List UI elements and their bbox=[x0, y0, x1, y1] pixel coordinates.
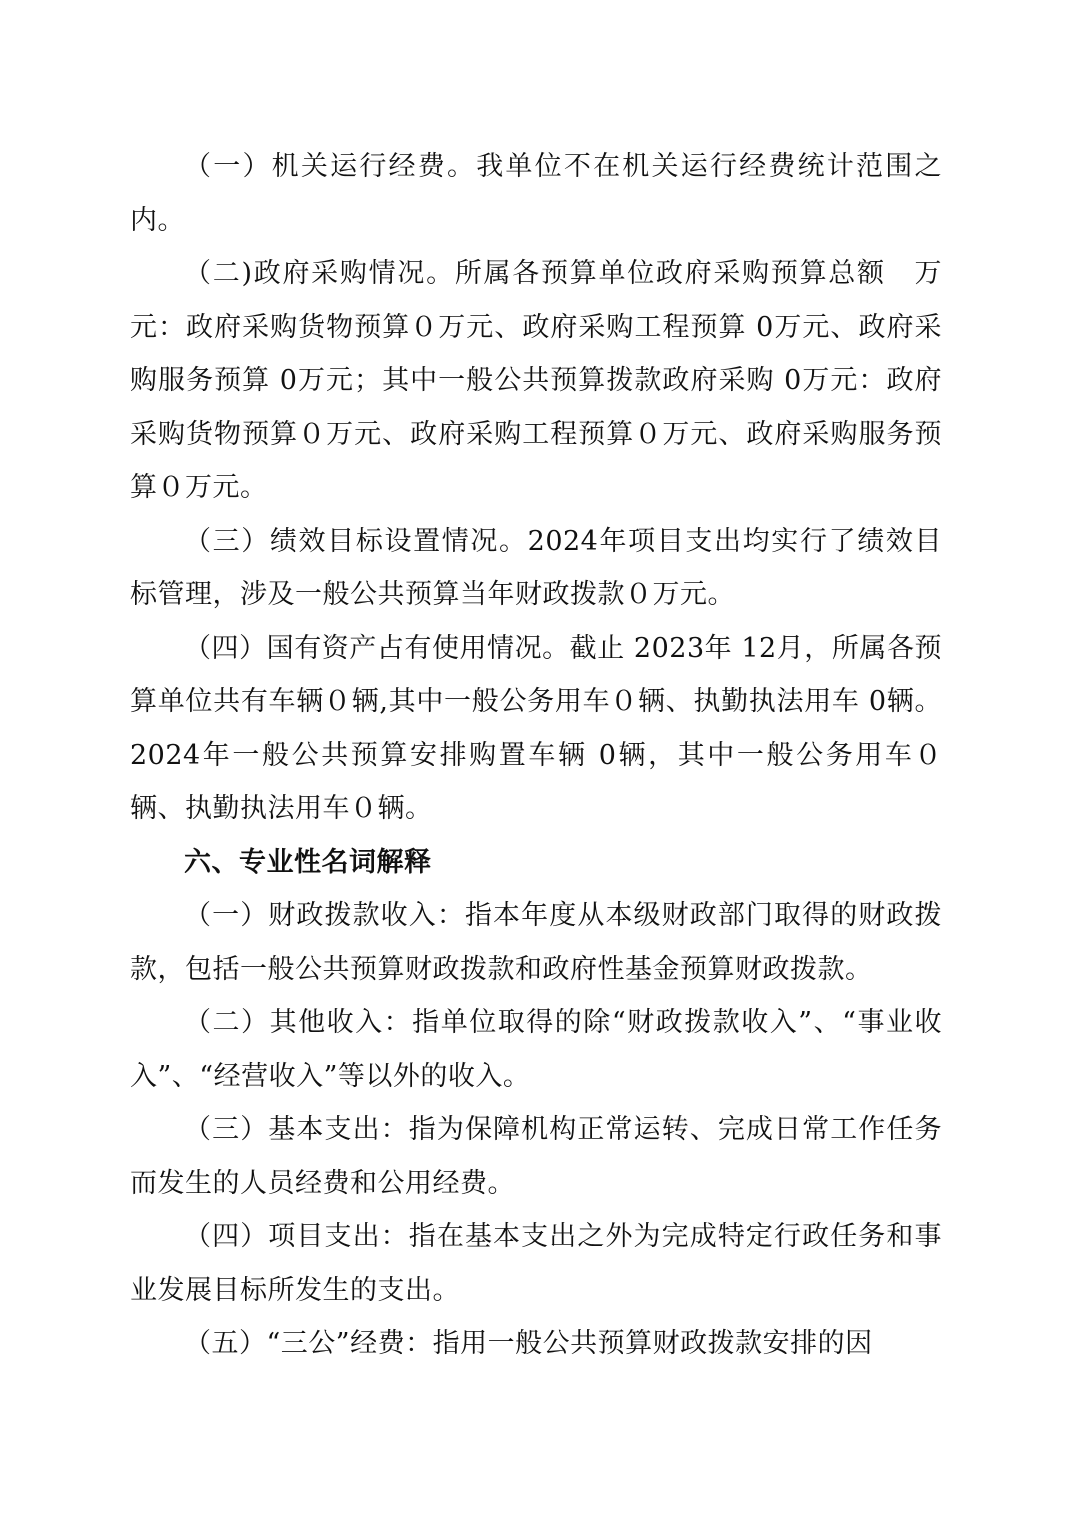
paragraph-three-public-expenses: （五）“三公”经费：指用一般公共预算财政拨款安排的因 bbox=[184, 1328, 873, 1359]
paragraph-performance-targets: （三）绩效目标设置情况。2024年项目支出均实行了绩效目标管理，涉及一般公共预算当年财政拨款０万元。 bbox=[130, 525, 942, 610]
paragraph-office-operating-expenses: （一）机关运行经费。我单位不在机关运行经费统计范围之内。 bbox=[130, 151, 942, 236]
paragraph-project-expenditure: （四）项目支出：指在基本支出之外为完成特定行政任务和事业发展目标所发生的支出。 bbox=[130, 1221, 942, 1306]
paragraph-fiscal-appropriation-income: （一）财政拨款收入：指本年度从本级财政部门取得的财政拨款，包括一般公共预算财政拨款和政府性基金预算财政拨款。 bbox=[130, 900, 942, 985]
document-page bbox=[130, 140, 942, 1371]
paragraph-state-assets: （四）国有资产占有使用情况。截止 2023年 12月，所属各预算单位共有车辆０辆,其中一般公务用车０辆、执勤执法用车 0辆。2024年一般公共预算安排购置车辆 0辆，其中一般公务用车０辆、执勤执法用车０辆。 bbox=[130, 632, 942, 824]
section-heading-terminology: 六、专业性名词解释 bbox=[184, 846, 432, 878]
paragraph-government-procurement: （二)政府采购情况。所属各预算单位政府采购预算总额 万元：政府采购货物预算０万元、政府采购工程预算 0万元、政府采购服务预算 0万元；其中一般公共预算拨款政府采购 0万元：政府采购货物预算０万元、政府采购工程预算０万元、政府采购服务预算０万元。 bbox=[130, 258, 942, 503]
paragraph-basic-expenditure: （三）基本支出：指为保障机构正常运转、完成日常工作任务而发生的人员经费和公用经费。 bbox=[130, 1114, 942, 1199]
paragraph-other-income: （二）其他收入：指单位取得的除“财政拨款收入”、“事业收入”、“经营收入”等以外的收入。 bbox=[130, 1007, 942, 1092]
